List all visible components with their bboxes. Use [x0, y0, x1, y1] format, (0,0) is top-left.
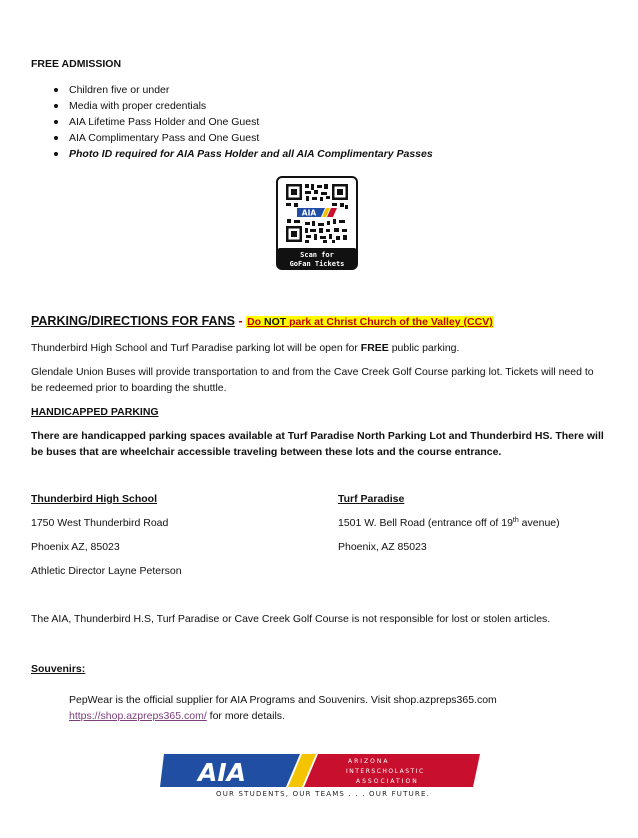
parking-open-before: Thunderbird High School and Turf Paradise parking lot will be open for: [31, 342, 361, 354]
turf-address-after: avenue): [518, 517, 560, 529]
list-item: AIA Lifetime Pass Holder and One Guest: [54, 114, 433, 130]
aia-line1: ARIZONA: [348, 758, 390, 765]
turf-paradise-address: [338, 515, 560, 531]
turf-address-before: 1501 W. Bell Road (entrance off of 19: [338, 517, 513, 529]
parking-heading: [31, 314, 494, 328]
warning-prefix: Do: [247, 316, 264, 328]
warning-rest: park at Christ Church of the Valley (CCV): [286, 316, 493, 328]
turf-address-sup: th: [512, 517, 519, 524]
souvenirs-after: for more details.: [206, 710, 285, 722]
parking-free-label: FREE: [360, 342, 389, 354]
aia-tagline: OUR STUDENTS, OUR TEAMS . . . OUR FUTURE.: [216, 790, 431, 798]
free-admission-heading: FREE ADMISSION: [31, 58, 122, 70]
aia-mini-logo: [296, 207, 338, 218]
gofan-qr-code[interactable]: [276, 176, 358, 270]
handicapped-parking-text: There are handicapped parking spaces available at Turf Paradise North Parking Lot and Thunderbird HS. There will be buses that are wheelchair accessible traveling between these lots and the course entrance.: [31, 430, 604, 458]
list-item: Children five or under: [54, 82, 433, 98]
aia-mark: AIA: [198, 758, 246, 787]
parking-open-text: [31, 340, 607, 356]
heading-dash: -: [234, 314, 247, 328]
list-item: Media with proper credentials: [54, 98, 433, 114]
disclaimer: The AIA, Thunderbird H.S, Turf Paradise or Cave Creek Golf Course is not responsible for lost or stolen articles.: [31, 613, 551, 625]
photo-id-note: Photo ID required for AIA Pass Holder and all AIA Complimentary Passes: [54, 146, 433, 162]
parking-title: PARKING/DIRECTIONS FOR FANS: [31, 314, 235, 328]
thunderbird-address: 1750 West Thunderbird Road: [31, 517, 169, 529]
shop-link[interactable]: https://shop.azpreps365.com/: [69, 710, 207, 722]
list-item: AIA Complimentary Pass and One Guest: [54, 130, 433, 146]
souvenirs-text: [69, 692, 589, 724]
thunderbird-contact: Athletic Director Layne Peterson: [31, 565, 182, 577]
warning-not: NOT: [263, 316, 287, 328]
aia-line2: INTERSCHOLASTIC: [346, 768, 425, 775]
thunderbird-name: Thunderbird High School: [31, 493, 157, 505]
handicapped-parking-heading: HANDICAPPED PARKING: [31, 406, 159, 418]
parking-open-after: public parking.: [388, 342, 460, 354]
aia-line3: ASSOCIATION: [356, 778, 419, 785]
thunderbird-city: Phoenix AZ, 85023: [31, 541, 120, 553]
shuttle-text: Glendale Union Buses will provide transportation to and from the Cave Creek Golf Course parking lot. Tickets will need to be redeemed prior to boarding the shuttle.: [31, 366, 594, 394]
admission-list: [54, 82, 433, 162]
souvenirs-heading: Souvenirs:: [31, 663, 86, 675]
qr-caption-line2: GoFan Tickets: [289, 260, 345, 268]
qr-caption-line1: Scan for: [300, 251, 334, 259]
turf-paradise-name: Turf Paradise: [338, 493, 405, 505]
turf-paradise-city: Phoenix, AZ 85023: [338, 541, 427, 553]
qr-logo-text: AIA: [301, 208, 317, 218]
ccv-warning: [246, 316, 494, 328]
souvenirs-body: PepWear is the official supplier for AIA Programs and Souvenirs. Visit shop.azpreps365.com: [69, 694, 497, 706]
